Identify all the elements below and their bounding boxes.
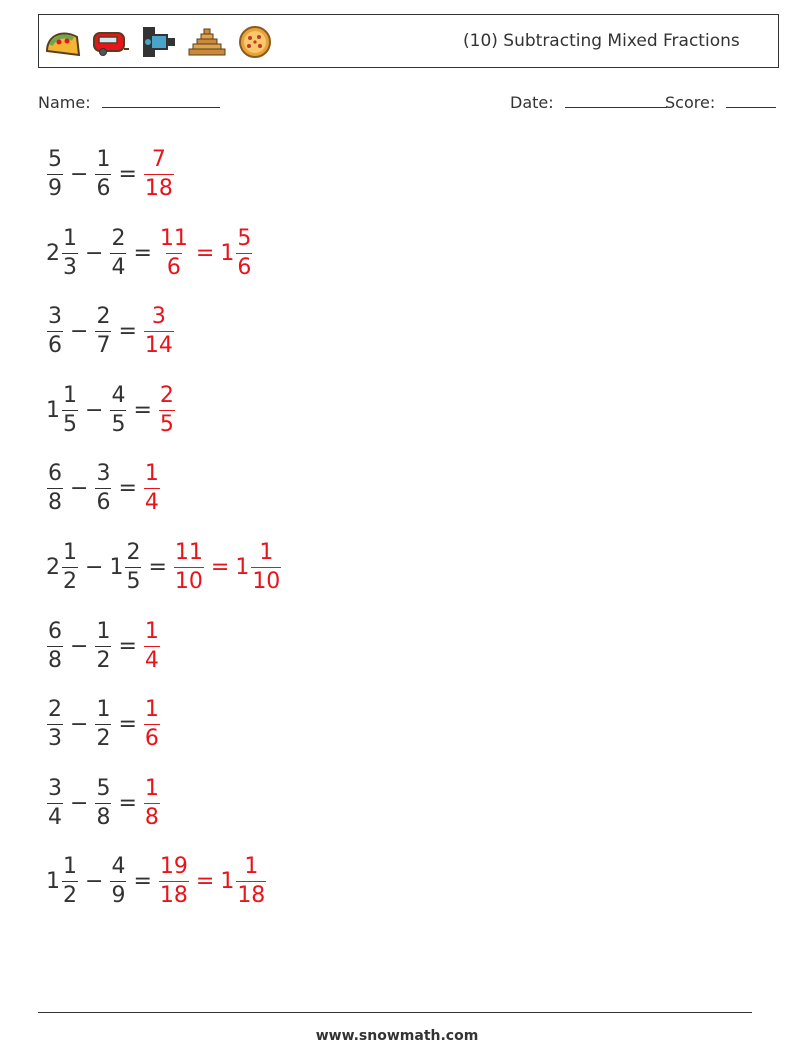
- answer-fraction-denominator: 14: [144, 332, 173, 358]
- whole-number: 1: [109, 554, 124, 580]
- minuend-fraction-numerator: 5: [48, 146, 62, 172]
- answer-fraction-denominator: 18: [159, 882, 188, 908]
- minuend-fraction-denominator: 2: [63, 568, 77, 594]
- minuend-fraction-denominator: 9: [48, 175, 62, 201]
- header-icons: [43, 23, 275, 61]
- date-blank[interactable]: [565, 92, 667, 108]
- minuend-fraction-numerator: 3: [48, 775, 62, 801]
- answer: [143, 146, 175, 201]
- answer-fraction-numerator: 2: [159, 382, 174, 408]
- subtrahend-fraction-denominator: 6: [96, 489, 111, 515]
- whole-number: 2: [46, 554, 60, 580]
- worksheet-title: (10) Subtracting Mixed Fractions: [463, 31, 740, 51]
- date-field[interactable]: [510, 92, 667, 112]
- answer: [173, 539, 282, 594]
- subtrahend-fraction-denominator: 2: [96, 647, 111, 673]
- taco-icon: [43, 25, 83, 59]
- name-blank[interactable]: [102, 92, 220, 108]
- equals-sign: =: [133, 240, 152, 266]
- minuend-fraction: [62, 539, 78, 594]
- minuend-fraction-numerator: 3: [48, 303, 62, 329]
- minus-sign: −: [70, 633, 89, 659]
- subtrahend-fraction: [95, 303, 111, 358]
- answer-fraction-numerator: 1: [144, 696, 159, 722]
- minuend-fraction-denominator: 3: [63, 254, 77, 280]
- whole-number: 1: [46, 868, 60, 894]
- subtrahend-fraction-denominator: 8: [96, 804, 111, 830]
- minus-sign: −: [85, 397, 104, 423]
- subtrahend-fraction: [95, 696, 111, 751]
- answer-fraction-numerator: 3: [151, 303, 166, 329]
- problem-row: [46, 225, 253, 281]
- score-label: Score:: [665, 93, 716, 112]
- subtrahend-fraction: [95, 460, 111, 515]
- minuend-fraction-numerator: 1: [63, 225, 77, 251]
- minus-sign: −: [70, 790, 89, 816]
- answer-fraction: [144, 696, 160, 751]
- mixed-answer-fraction-numerator: 1: [244, 853, 259, 879]
- camper-van-icon: [91, 25, 131, 59]
- problem-row: [46, 696, 161, 752]
- mixed-answer-fraction-numerator: 1: [259, 539, 274, 565]
- minuend-fraction: [47, 618, 63, 673]
- minuend-fraction-numerator: 6: [48, 460, 62, 486]
- answer-fraction-numerator: 19: [159, 853, 188, 879]
- answer-fraction-numerator: 1: [144, 618, 159, 644]
- minus-sign: −: [85, 240, 104, 266]
- equals-sign: =: [118, 161, 137, 187]
- answer-fraction: [144, 618, 160, 673]
- minus-sign: −: [70, 318, 89, 344]
- minuend-fraction-denominator: 8: [48, 489, 62, 515]
- minuend-fraction: [62, 853, 78, 908]
- minuend-fraction: [62, 382, 78, 437]
- minuend-fraction-numerator: 1: [63, 853, 77, 879]
- footer-website: www.snowmath.com: [315, 1028, 479, 1044]
- answer-fraction-denominator: 5: [159, 411, 174, 437]
- footer-divider: [38, 1012, 752, 1013]
- equals-sign: =: [148, 554, 167, 580]
- subtrahend-fraction: [95, 618, 111, 673]
- minuend-fraction-denominator: 6: [48, 332, 62, 358]
- equals-sign: =: [118, 475, 137, 501]
- problem-row: [46, 853, 267, 909]
- worksheet-header: [38, 14, 779, 68]
- subtrahend-fraction-numerator: 1: [96, 146, 111, 172]
- subtrahend-fraction-numerator: 2: [111, 225, 126, 251]
- mixed-answer-fraction: [236, 853, 266, 908]
- mixed-answer-fraction: [236, 225, 252, 280]
- subtrahend-fraction-numerator: 1: [96, 696, 111, 722]
- subtrahend-fraction: [110, 382, 126, 437]
- answer-fraction-numerator: 1: [144, 775, 159, 801]
- answer-fraction: [144, 460, 160, 515]
- minus-sign: −: [85, 868, 104, 894]
- equals-sign: =: [133, 397, 152, 423]
- whole-number: 1: [46, 397, 60, 423]
- minuend-fraction-denominator: 5: [63, 411, 77, 437]
- answer: [143, 303, 175, 358]
- name-label: Name:: [38, 93, 91, 112]
- subtrahend-fraction-numerator: 3: [96, 460, 111, 486]
- minuend-fraction-denominator: 3: [48, 725, 62, 751]
- minuend-fraction-denominator: 8: [48, 647, 62, 673]
- video-camera-icon: [139, 25, 179, 59]
- mixed-answer-fraction-denominator: 6: [237, 254, 252, 280]
- answer: [143, 696, 161, 751]
- answer-fraction: [144, 146, 174, 201]
- minuend-fraction: [47, 696, 63, 751]
- subtrahend-fraction-denominator: 5: [111, 411, 126, 437]
- mixed-whole-number: 1: [235, 554, 250, 580]
- whole-number: 2: [46, 240, 60, 266]
- subtrahend-fraction-numerator: 2: [96, 303, 111, 329]
- minuend-fraction: [47, 303, 63, 358]
- subtrahend-fraction-numerator: 4: [111, 382, 126, 408]
- subtrahend-fraction-denominator: 9: [111, 882, 126, 908]
- subtrahend-fraction-denominator: 7: [96, 332, 111, 358]
- answer-fraction: [159, 382, 175, 437]
- answer-fraction-denominator: 6: [166, 254, 181, 280]
- minuend-fraction: [47, 146, 63, 201]
- answer-fraction-denominator: 18: [144, 175, 173, 201]
- problem-row: [46, 382, 176, 438]
- minuend-fraction-denominator: 2: [63, 882, 77, 908]
- subtrahend-fraction-denominator: 5: [126, 568, 141, 594]
- problem-row: [46, 539, 282, 595]
- answer-fraction: [174, 539, 204, 594]
- minuend-fraction: [47, 775, 63, 830]
- pyramid-icon: [187, 25, 227, 59]
- answer-fraction-numerator: 11: [174, 539, 203, 565]
- subtrahend-fraction: [95, 146, 111, 201]
- answer: [143, 618, 161, 673]
- answer: [143, 460, 161, 515]
- equals-sign: =: [133, 868, 152, 894]
- subtrahend-fraction: [110, 853, 126, 908]
- minuend-fraction-numerator: 1: [63, 382, 77, 408]
- problem-row: [46, 146, 175, 202]
- mixed-answer-fraction-numerator: 5: [237, 225, 252, 251]
- mixed-answer-fraction-denominator: 18: [237, 882, 266, 908]
- answer-fraction-denominator: 4: [144, 489, 159, 515]
- problem-row: [46, 303, 175, 359]
- equals-sign: =: [195, 240, 215, 266]
- minus-sign: −: [70, 475, 89, 501]
- subtrahend-fraction-denominator: 2: [96, 725, 111, 751]
- answer-fraction-numerator: 11: [159, 225, 188, 251]
- equals-sign: =: [118, 318, 137, 344]
- equals-sign: =: [195, 868, 215, 894]
- score-field[interactable]: [665, 92, 776, 112]
- pizza-icon: [235, 25, 275, 59]
- minus-sign: −: [70, 711, 89, 737]
- subtrahend-fraction: [110, 225, 126, 280]
- subtrahend-fraction: [125, 539, 141, 594]
- minuend-fraction-numerator: 6: [48, 618, 62, 644]
- minus-sign: −: [70, 161, 89, 187]
- answer-fraction-denominator: 4: [144, 647, 159, 673]
- mixed-answer-fraction: [251, 539, 281, 594]
- subtrahend-fraction: [95, 775, 111, 830]
- problem-row: [46, 618, 161, 674]
- mixed-whole-number: 1: [220, 240, 235, 266]
- minuend-fraction: [62, 225, 78, 280]
- minuend-fraction: [47, 460, 63, 515]
- answer-fraction-denominator: 10: [174, 568, 203, 594]
- answer-fraction-numerator: 7: [151, 146, 166, 172]
- answer: [143, 775, 161, 830]
- date-label: Date:: [510, 93, 554, 112]
- name-field[interactable]: [38, 92, 220, 112]
- answer: [158, 853, 267, 908]
- mixed-answer-fraction-denominator: 10: [252, 568, 281, 594]
- answer-fraction: [159, 225, 189, 280]
- answer-fraction-numerator: 1: [144, 460, 159, 486]
- mixed-whole-number: 1: [220, 868, 235, 894]
- subtrahend-fraction-numerator: 4: [111, 853, 126, 879]
- minuend-fraction-denominator: 4: [48, 804, 62, 830]
- subtrahend-fraction-numerator: 2: [126, 539, 141, 565]
- subtrahend-fraction-numerator: 5: [96, 775, 111, 801]
- equals-sign: =: [210, 554, 230, 580]
- equals-sign: =: [118, 711, 137, 737]
- subtrahend-fraction-denominator: 4: [111, 254, 126, 280]
- minus-sign: −: [85, 554, 104, 580]
- score-blank[interactable]: [726, 92, 776, 108]
- minuend-fraction-numerator: 2: [48, 696, 62, 722]
- answer: [158, 225, 253, 280]
- subtrahend-fraction-denominator: 6: [96, 175, 111, 201]
- answer-fraction-denominator: 8: [144, 804, 159, 830]
- equals-sign: =: [118, 790, 137, 816]
- subtrahend-fraction-numerator: 1: [96, 618, 111, 644]
- minuend-fraction-numerator: 1: [63, 539, 77, 565]
- answer-fraction: [144, 303, 174, 358]
- answer-fraction: [144, 775, 160, 830]
- answer: [158, 382, 176, 437]
- equals-sign: =: [118, 633, 137, 659]
- answer-fraction-denominator: 6: [144, 725, 159, 751]
- answer-fraction: [159, 853, 189, 908]
- problem-row: [46, 775, 161, 831]
- problem-row: [46, 460, 161, 516]
